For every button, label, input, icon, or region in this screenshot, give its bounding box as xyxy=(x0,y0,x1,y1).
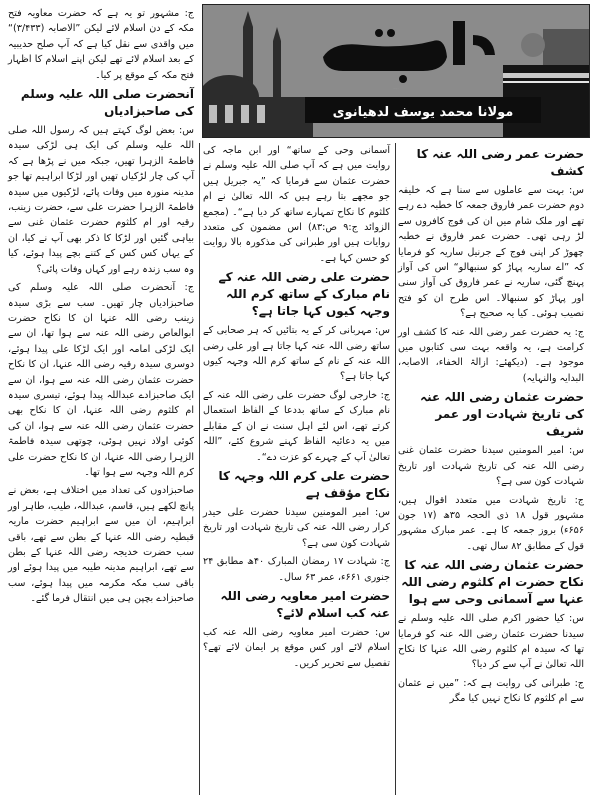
question-text: س: امیر المومنین سیدنا حضرت علی حیدر کرار رضی اللہ عنہ کی تاریخ شہادت اور تاریخ شہادت کون سی ہے؟ xyxy=(203,506,390,549)
section-heading: حضرت علی کرم اللہ وجہہ کا نکاح مؤقف ہے xyxy=(218,468,390,500)
author-name: مولانا محمد یوسف لدھیانوی xyxy=(332,105,514,120)
answer-text: ج: طبرانی کی روایت ہے کہ: ”میں نے عثمان سے ام کلثوم کا نکاح نہیں کیا مگر xyxy=(398,677,584,705)
answer-text: آسمانی وحی کے ساتھ“ اور ابن ماجہ کی روایت میں ہے کہ آپ صلی اللہ علیہ وسلم نے حضرت عثمان سے فرمایا کہ ”یہ جبریل ہیں جو مجھے بتا رہے ہیں کہ اللہ تعالیٰ نے ام کلثوم کا نکاح تمہارے ساتھ کر دیا ہے“۔ (مجمع الزوائد ج:۹ ص:۸۳) اس مضمون کی متعدد روایات ہیں اور طبرانی کی مذکورہ بالا روایت کو حسن کہا ہے۔ xyxy=(203,145,390,264)
article-column-middle xyxy=(203,143,390,674)
question-text: س: کیا حضور اکرم صلی اللہ علیہ وسلم نے سیدنا حضرت عثمان رضی اللہ عنہ کو فرمایا تھا کہ سیدہ ام کلثوم رضی اللہ عنہا کا نکاح اللہ تعالیٰ نے آپ سے کر دیا؟ xyxy=(398,613,584,671)
answer-text: ج: آنحضرت صلی اللہ علیہ وسلم کی صاحبزادیاں چار تھیں۔ سب سے بڑی سیدہ زینب رضی اللہ عنہا ان کا نکاح حضرت ابوالعاص رضی اللہ عنہ سے ہوا تھا، ان سے ایک لڑکی امامہ اور ایک لڑکا علی پیدا ہوئے، دوسری سیدہ رقیہ رضی اللہ عنہا، ان کا نکاح حضرت عثمان رضی اللہ عنہ سے ہوا، ان سے ایک صاحبزادے عبداللہ پیدا ہوئے، تیسری سیدہ ام کلثوم رضی اللہ عنہا، ان کا نکاح بھی حضرت عثمان رضی اللہ عنہ سے ہوا، ان کی کوئی اولاد نہیں ہوئی، چوتھی سیدہ فاطمۃ الزہرا رضی اللہ عنہا، ان کا نکاح حضرت علی کرم اللہ وجہہ سے ہوا تھا۔ xyxy=(8,282,194,478)
answer-text: صاحبزادوں کی تعداد میں اختلاف ہے، بعض نے پانچ لکھے ہیں، قاسم، عبداللہ، طیب، طاہر اور ابراہیم، ان میں سے ابراہیم حضرت ماریہ قبطیہ رضی اللہ عنہا کے بطن سے تھے، باقی سب حضرت خدیجہ رضی اللہ عنہا کے بطن سے تھے، ابراہیم مدینہ طیبہ میں پیدا ہوئے اور باقی سب مکہ مکرمہ میں پیدا ہوئے، سب صاحبزادے بچپن ہی میں انتقال فرما گئے۔ xyxy=(8,485,194,605)
section-heading: حضرت علی رضی اللہ عنہ کے نام مبارک کے ساتھ کرم اللہ وجہہ کیوں کہا جاتا ہے؟ xyxy=(218,270,390,319)
banner-artwork xyxy=(203,5,589,137)
question-text: س: امیر المومنین سیدنا حضرت عثمان غنی رضی اللہ عنہ کی تاریخ شہادت اور تاریخ شہادت کون سی ہے؟ xyxy=(398,445,584,488)
article-column-left xyxy=(8,6,194,610)
answer-text: ج: خارجی لوگ حضرت علی رضی اللہ عنہ کے نام مبارک کے ساتھ بددعا کے الفاظ استعمال کرتے تھے، اس لئے اہل سنت نے ان کے مقابلے میں یہ دعائیہ الفاظ کہنے شروع کئے، ”اللہ تعالیٰ آپ کے چہرے کو عزت دے“۔ xyxy=(203,389,390,463)
question-text: س: بعض لوگ کہتے ہیں کہ رسول اللہ صلی اللہ علیہ وسلم کی ایک ہی لڑکی سیدہ فاطمۃ الزہرا تھیں، جبکہ میں نے پڑھا ہے کہ آپ کی چار لڑکیاں تھیں اور لڑکا ابراہیم تھا جو مدینہ منورہ میں وفات پائے، لڑکیوں میں سیدہ فاطمۃ الزہرا حضرت علی سے، حضرت زینب، رقیہ اور ام کلثوم حضرت عثمان غنی سے بیاہی گئیں اور لڑکا کا ذکر بھی آپ نے کیا، ان کے یہاں کس کس کے کتنے بچے پیدا ہوئے، کیا وہ سب زندہ رہے اور کہاں وفات پائی؟ xyxy=(8,125,194,275)
section-heading: حضرت امیر معاویہ رضی اللہ عنہ کب اسلام لائے؟ xyxy=(220,588,390,620)
question-text: س: بہت سے عاملوں سے سنا ہے کہ خلیفہ دوم حضرت عمر فاروق جمعہ کا خطبہ دے رہے تھے اور ملک شام میں ان کی فوج کافروں سے لڑ رہی تھی۔ حضرت عمر فاروق نے خطبہ چھوڑ کر اپنی فوج کے جرنیل ساریہ کو فرمایا کہ ”اے ساریہ پہاڑ کو سنبھالو“ اس کی آواز پہنچ گئی، ساریہ نے عمر فاروق کی آواز سنی اور پہاڑ کو سنبھالا۔ اس طرح ان کو فتح نصیب ہوئی۔ کیا یہ صحیح ہے؟ xyxy=(398,185,584,320)
column-divider xyxy=(395,143,396,795)
answer-text: ج: مشہور تو یہ ہے کہ حضرت معاویہ فتح مکہ کے دن اسلام لائے لیکن ”الاصابہ (۳/۴۳۳)“ میں واقدی سے نقل کیا ہے کہ آپ صلح حدیبیہ کے بعد اسلام لائے تھے لیکن اپنے اسلام کا اظہار فتح مکہ کے موقع پر کیا۔ xyxy=(8,8,194,81)
answer-text: ج: یہ حضرت عمر رضی اللہ عنہ کا کشف اور کرامت ہے، یہ واقعہ بہت سی کتابوں میں موجود ہے۔ (دیکھئے: ازالۃ الخفاء، الاصابہ، البدایہ والنہایہ) xyxy=(398,326,584,384)
column-title: آپ کے مسائل xyxy=(393,89,399,90)
question-text: س: حضرت امیر معاویہ رضی اللہ عنہ کب اسلام لائے اور کس موقع پر ایمان لائے تھے؟ تفصیل سے تحریر کریں۔ xyxy=(203,626,390,669)
column-divider xyxy=(199,143,200,795)
section-heading: حضرت عثمان رضی اللہ عنہ کا نکاح حضرت ام کلثوم رضی اللہ عنہا سے آسمانی وحی سے ہوا xyxy=(401,558,584,607)
answer-text: ج: تاریخ شہادت میں متعدد اقوال ہیں، مشہور قول ۱۸ ذی الحجہ ۳۵ھ (۱۷ جون ۶۵۶ء) بروز جمعہ کا ہے۔ عمر مبارک مشہور قول کے مطابق ۸۲ سال تھی۔ xyxy=(398,494,584,552)
question-text: س: مہربانی کر کے یہ بتائیں کہ ہر صحابی کے ساتھ رضی اللہ عنہ کہا جاتا ہے اور علی رضی اللہ عنہ کے نام کے ساتھ کرم اللہ وجہہ کیوں کہا جاتا ہے؟ xyxy=(203,325,390,383)
section-heading: آنحضرت صلی اللہ علیہ وسلم کی صاحبزادیاں xyxy=(20,87,194,119)
section-heading: حضرت عمر رضی اللہ عنہ کا کشف xyxy=(416,147,584,178)
answer-text: ج: شہادت ۱۷ رمضان المبارک ۴۰ھ مطابق ۲۴ جنوری ۶۶۱ء، عمر ۶۳ سال۔ xyxy=(203,556,390,583)
article-column-right xyxy=(398,143,584,710)
section-heading: حضرت عثمان رضی اللہ عنہ کی تاریخ شہادت اور عمر شریف xyxy=(420,390,584,439)
column-banner xyxy=(202,4,590,138)
